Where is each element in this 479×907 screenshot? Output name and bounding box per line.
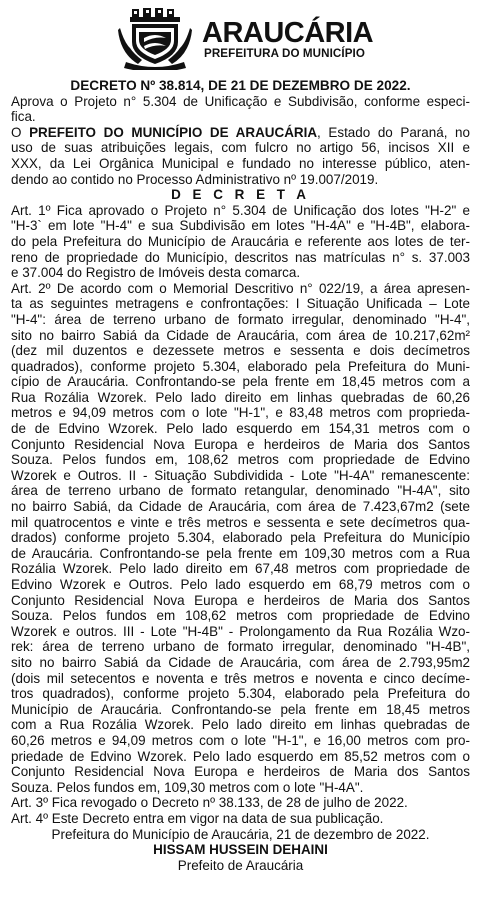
art2-line: Wzorek e outros. III - Lote "H-4B" - Prolongamento da Rua Rozália Wzo- bbox=[11, 623, 470, 639]
ementa-line: fica. bbox=[11, 109, 36, 125]
art2-line: Rozália Wzorek. Pelo lado direito em 67,48 metros com propriedade de bbox=[11, 561, 470, 577]
article-4: Art. 4º Este Decreto entra em vigor na data de sua publicação. bbox=[11, 810, 384, 826]
decree-title: DECRETO Nº 38.814, DE 21 DE DEZEMBRO DE 2022. bbox=[70, 78, 411, 93]
art2-line: sito no bairro Sabiá da Cidade de Araucária, com área de 2.793,95m2 bbox=[11, 654, 470, 670]
preamble-line: dendo ao contido no Processo Administrativo nº 19.007/2019. bbox=[11, 171, 379, 187]
art2-line: 60,26 metros e 94,09 metros com o lote "H-1", e 16,00 metros com pro- bbox=[11, 732, 470, 748]
art1-line: reno de propriedade do Município, descritos nas matrículas n° s. 37.003 bbox=[11, 249, 470, 265]
art2-line: cípio de Araucária. Confrontando-se pela frente em 18,45 metros com a bbox=[11, 374, 470, 390]
art2-line: Souza. Pelos fundos em, 109,30 metros com o lote "H-4A". bbox=[11, 779, 364, 795]
art2-line: rek: área de terreno urbano de formato irregular, denominado "H-4B", bbox=[11, 639, 470, 655]
art2-line: quadrados), conforme projeto 5.304, elaborado pela Prefeitura do Muni- bbox=[11, 358, 470, 374]
article-2 bbox=[11, 281, 470, 796]
decreta-heading: D E C R E T A bbox=[171, 187, 310, 203]
municipal-coat-of-arms-icon bbox=[118, 8, 192, 70]
art2-line: "H-4": área de terreno urbano de formato irregular, denominado "H-4", bbox=[11, 311, 470, 327]
art2-line: mil quatrocentos e vinte e três metros e sessenta e sete decímetros qua- bbox=[11, 514, 470, 530]
preamble-line bbox=[11, 125, 470, 141]
art2-line: priedade de Edvino Wzorek. Pelo lado esquerdo em 85,52 metros com o bbox=[11, 748, 470, 764]
preamble-line: uso de suas atribuições legais, com fulcro no artigo 56, incisos XII e bbox=[11, 140, 470, 156]
art2-line: Conjunto Residencial Nova Europa e herdeiros de Maria dos Santos bbox=[11, 436, 470, 452]
art2-line: de de Edvino Wzorek. Pelo lado esquerdo em 154,31 metros com o bbox=[11, 421, 470, 437]
art2-line: drados) conforme projeto 5.304, elaborado pela Prefeitura do Município bbox=[11, 530, 470, 546]
art2-line: Souza. Pelos fundos em, 108,62 metros com propriedade de Edvino bbox=[11, 452, 470, 468]
brand-subtitle: PREFEITURA DO MUNICÍPIO bbox=[204, 47, 365, 60]
art2-line: área de terreno urbano de formato retangular, denominado "H-4A", sito bbox=[11, 483, 470, 499]
art1-line: Art. 1º Fica aprovado o Projeto n° 5.304 de Unificação dos lotes "H-2" e bbox=[11, 202, 470, 218]
preamble-authority: PREFEITO DO MUNICÍPIO DE ARAUCÁRIA bbox=[29, 124, 318, 140]
signer-role: Prefeito de Araucária bbox=[177, 857, 304, 873]
preamble-line: XXX, da Lei Orgânica Municipal e fundado no interesse público, aten- bbox=[11, 155, 470, 171]
place-date: Prefeitura do Município de Araucária, 21 de dezembro de 2022. bbox=[51, 826, 430, 842]
art2-line: metros e 94,09 metros com o lote "H-1", e 83,48 metros com proprieda- bbox=[11, 405, 470, 421]
art2-line: Edvino Wzorek e Outros. Pelo lado esquerdo em 68,79 metros com o bbox=[11, 577, 470, 592]
art2-line: sito no bairro Sabiá da Cidade de Araucária, com área de 10.217,62m² bbox=[11, 327, 470, 343]
art2-line: de Araucária. Confrontando-se pela frente em 109,30 metros com a Rua bbox=[11, 545, 470, 561]
art2-line: Município de Araucária. Confrontando-se pela frente em 18,45 metros bbox=[11, 701, 470, 717]
art2-line: Souza. Pelos fundos em 108,62 metros com propriedade de Edvino bbox=[11, 608, 470, 624]
art2-line: tros quadrados), conforme projeto 5.304, elaborado pela Prefeitura do bbox=[11, 686, 470, 702]
preamble-rest: , Estado do Paraná, no bbox=[317, 124, 470, 140]
art2-line: (dois mil setecentos e noventa e três metros e noventa e cinco decíme- bbox=[11, 670, 470, 686]
signer-name: HISSAM HUSSEIN DEHAINI bbox=[153, 842, 328, 858]
art2-line: Rua Rozália Wzorek. Pelo lado direito em linhas quebradas de 60,26 bbox=[11, 389, 470, 405]
article-1 bbox=[11, 203, 470, 281]
art2-line: Art. 2º De acordo com o Memorial Descritivo n° 022/19, a área apresen- bbox=[11, 280, 470, 296]
art2-line: ta as seguintes metragens e confrontações: I Situação Unificada – Lote bbox=[11, 296, 470, 312]
brand-name: ARAUCÁRIA bbox=[202, 17, 374, 49]
art1-line: do pela Prefeitura do Município de Araucária e referente aos lotes de ter- bbox=[11, 233, 470, 249]
decree-body bbox=[11, 78, 470, 873]
art2-line: Wzorek e Outros. II - Situação Subdividida - Lote "H-4A" remanescente: bbox=[11, 467, 470, 483]
art2-line: Conjunto Residencial Nova Europa e herdeiros de Maria dos Santos bbox=[11, 764, 470, 780]
art1-line: "H-3` em lote "H-4" e sua Subdivisão em lotes "H-4A" e "H-4B", elabora- bbox=[11, 218, 470, 234]
article-3: Art. 3º Fica revogado o Decreto nº 38.133, de 28 de julho de 2022. bbox=[11, 795, 408, 811]
art2-line: (dez mil duzentos e dezessete metros e sessenta e dois decímetros bbox=[11, 343, 470, 359]
art1-line: e 37.004 do Registro de Imóveis desta comarca. bbox=[11, 265, 301, 281]
art2-line: Conjunto Residencial Nova Europa e herdeiros de Maria dos Santos bbox=[11, 592, 470, 608]
art2-line: com a Rua Rozália Wzorek. Pelo lado direito em linhas quebradas de bbox=[11, 717, 470, 733]
art2-line: no bairro Sabiá, da Cidade de Araucária, com área de 7.423,67m2 (sete bbox=[11, 499, 470, 515]
preamble-prefix: O bbox=[11, 124, 30, 140]
ementa-line: Aprova o Projeto n° 5.304 de Unificação e Subdivisão, conforme especi- bbox=[11, 93, 470, 109]
header-logo bbox=[118, 8, 378, 72]
